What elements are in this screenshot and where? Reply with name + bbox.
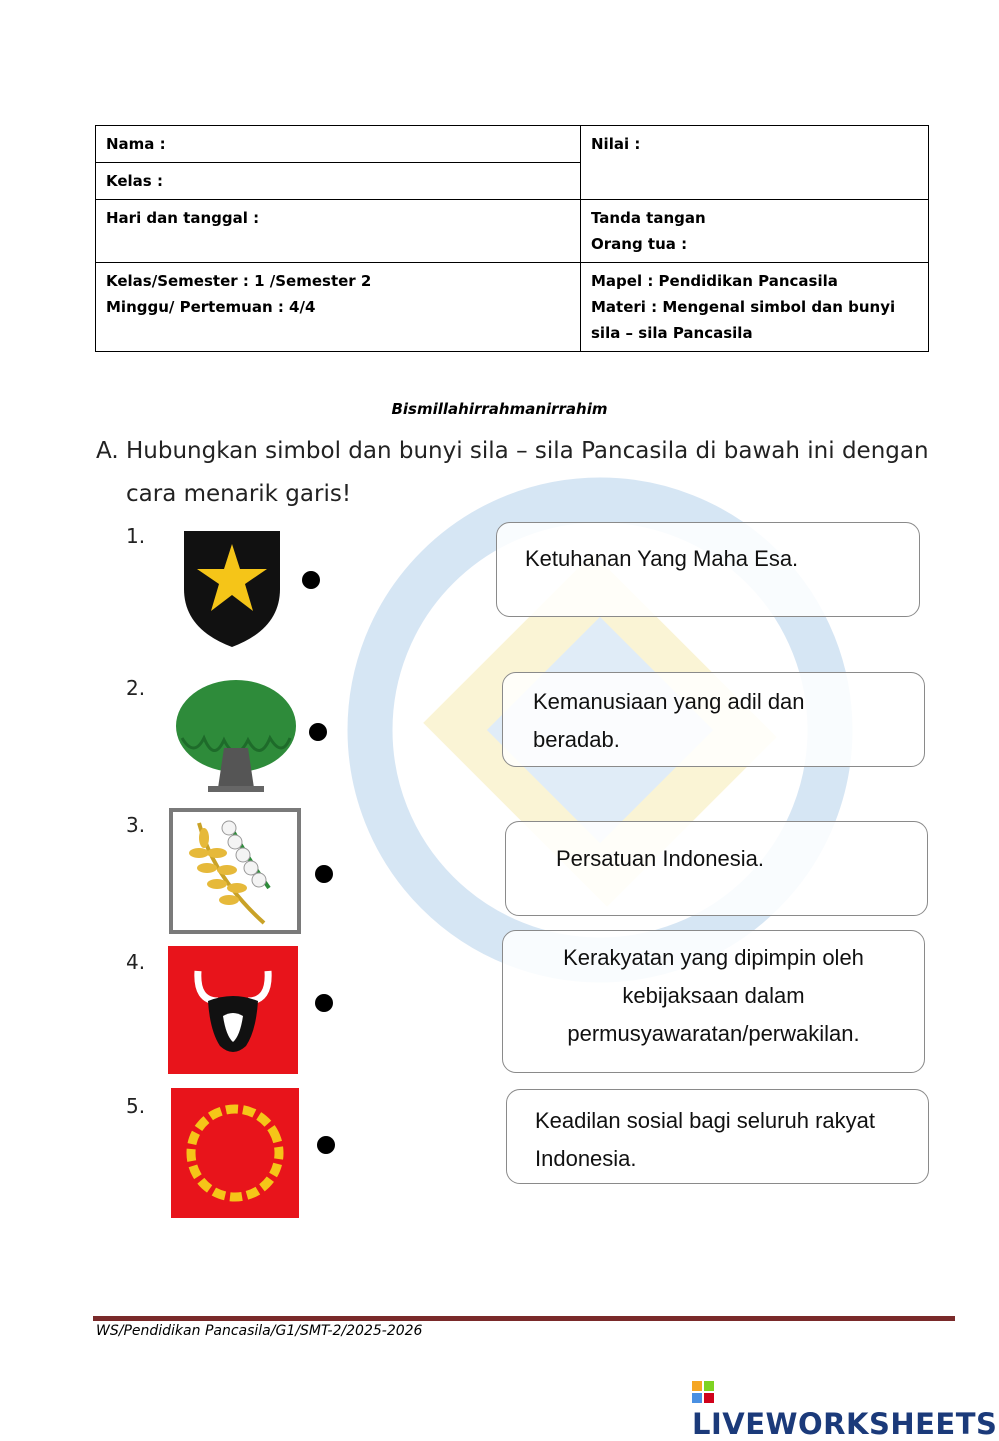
item-number-4: 4.: [126, 950, 146, 974]
student-info-table: [95, 125, 929, 352]
footer-code: WS/Pendidikan Pancasila/G1/SMT-2/2025-2026: [96, 1323, 423, 1339]
item-number-3: 3.: [126, 813, 146, 837]
mapel-cell: [581, 263, 929, 352]
mapel: Mapel : Pendidikan Pancasila: [591, 272, 838, 290]
hari-label: Hari dan tanggal :: [106, 209, 260, 227]
item-number-2: 2.: [126, 676, 146, 700]
kelas-semester-cell: [96, 263, 581, 352]
hari-tanggal-field[interactable]: [96, 200, 581, 263]
tanda-tangan-field[interactable]: [581, 200, 929, 263]
liveworksheets-brand: [692, 1373, 999, 1441]
bull-head-icon: [168, 946, 298, 1074]
answer-box-1[interactable]: [496, 522, 920, 617]
tanda-tangan-label: Tanda tangan: [591, 209, 706, 227]
star-shield-icon: [182, 529, 282, 649]
answer-text-5: Keadilan sosial bagi seluruh rakyat Indonesia.: [535, 1108, 875, 1171]
minggu-pertemuan: Minggu/ Pertemuan : 4/4: [106, 298, 316, 316]
answer-box-4[interactable]: [502, 930, 925, 1073]
answer-box-2[interactable]: [502, 672, 925, 767]
connector-dot-2[interactable]: [309, 723, 327, 741]
connector-dot-1[interactable]: [302, 571, 320, 589]
answer-text-4: Kerakyatan yang dipimpin oleh kebijaksaan dalam permusyawaratan/perwakilan.: [563, 945, 864, 1046]
answer-box-3[interactable]: [505, 821, 928, 916]
kelas-semester: Kelas/Semester : 1 /Semester 2: [106, 272, 372, 290]
answer-text-3: Persatuan Indonesia.: [556, 846, 764, 871]
orang-tua-label: Orang tua :: [591, 235, 688, 253]
answer-box-5[interactable]: [506, 1089, 929, 1184]
instruction-text: Hubungkan simbol dan bunyi sila – sila Pancasila di bawah ini dengan cara menarik garis!: [126, 438, 929, 507]
connector-dot-4[interactable]: [315, 994, 333, 1012]
instruction: [96, 430, 936, 516]
brand-text: LIVEWORKSHEETS: [692, 1407, 998, 1441]
item-number-1: 1.: [126, 524, 146, 548]
kelas-field[interactable]: Kelas :: [96, 163, 581, 200]
materi: Materi : Mengenal simbol dan bunyi sila – sila Pancasila: [591, 298, 896, 342]
answer-text-1: Ketuhanan Yang Maha Esa.: [525, 546, 799, 571]
footer-divider: [93, 1316, 955, 1321]
instruction-letter: A.: [96, 438, 119, 464]
item-number-5: 5.: [126, 1094, 146, 1118]
banyan-tree-icon: [174, 678, 298, 794]
chain-icon: [171, 1088, 299, 1218]
connector-dot-3[interactable]: [315, 865, 333, 883]
rice-cotton-icon: [169, 808, 301, 934]
nama-field[interactable]: Nama :: [96, 126, 581, 163]
nilai-field[interactable]: Nilai :: [581, 126, 929, 200]
liveworksheets-logo-icon: [692, 1381, 714, 1403]
bismillah-heading: Bismillahirrahmanirrahim: [391, 400, 608, 418]
answer-text-2: Kemanusiaan yang adil dan beradab.: [533, 689, 805, 752]
connector-dot-5[interactable]: [317, 1136, 335, 1154]
